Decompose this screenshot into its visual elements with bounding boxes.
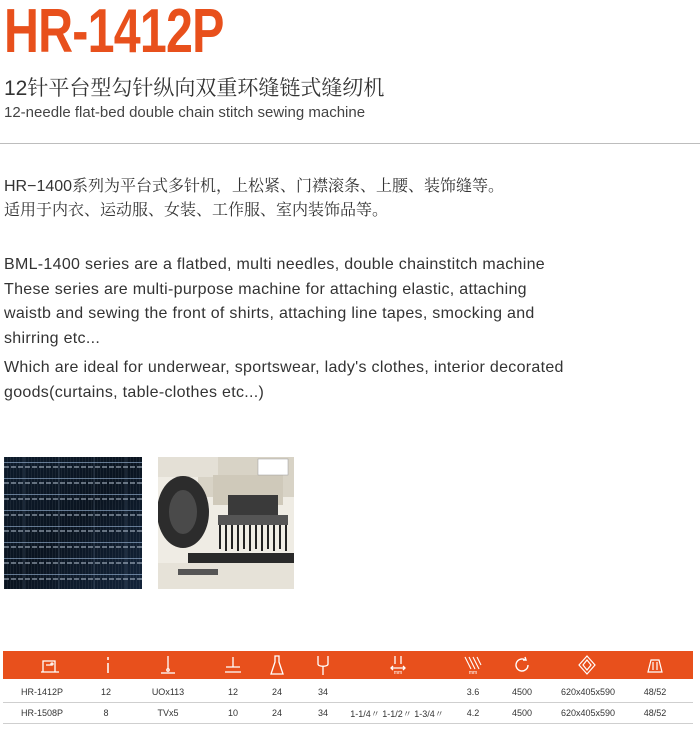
fabric-sample-image <box>4 457 142 589</box>
col4-cell: 10 <box>227 708 238 718</box>
gauge-cell: 1-1/4〃 1-1/2〃 1-3/4〃 <box>350 708 444 719</box>
description-en-line-2: These series are multi-purpose machine for attaching elastic, attaching <box>4 281 527 298</box>
description-en-line-4: shirring etc... <box>4 330 101 347</box>
col5-cell: 24 <box>271 687 282 697</box>
needles-cell: 12 <box>100 687 111 697</box>
dimensions-cell: 620x405x590 <box>560 687 616 697</box>
needles-cell: 8 <box>103 708 109 718</box>
stitch-length-cell: 3.6 <box>466 687 480 697</box>
speed-cell: 4500 <box>511 687 533 697</box>
model-cell: HR-1508P <box>20 708 64 718</box>
description-en-line-5: Which are ideal for underwear, sportswear, lady's clothes, interior decorated <box>4 359 564 376</box>
needle-gauge-icon <box>383 651 413 679</box>
table-row <box>3 703 693 723</box>
needle-type-icon <box>153 651 183 679</box>
page-title: HR-1412P <box>4 0 224 66</box>
speed-cell: 4500 <box>511 708 533 718</box>
stitch-count-icon <box>218 651 248 679</box>
model-cell: HR-1412P <box>20 687 64 697</box>
presser-foot-icon <box>264 651 290 679</box>
stitch-length-icon <box>458 651 488 679</box>
speed-icon <box>507 651 537 679</box>
description-en-line-6: goods(curtains, table-clothes etc...) <box>4 384 265 401</box>
needle-count-icon <box>96 651 120 679</box>
stitch-length-cell: 4.2 <box>466 708 480 718</box>
stitch-length-unit: mm <box>468 669 478 676</box>
description-cn-line-2: 适用于内衣、运动服、女装、工作服、室内装饰品等。 <box>4 202 389 219</box>
sewing-machine-icon <box>35 651 65 679</box>
subtitle-chinese: 12针平台型勾针纵向双重环缝链式缝纫机 <box>4 77 385 100</box>
spec-table-header <box>3 651 693 679</box>
description-en-line-3: waistb and sewing the front of shirts, attaching line tapes, smocking and <box>4 305 535 322</box>
divider <box>0 143 700 144</box>
fabric-stitch-pattern <box>4 457 142 589</box>
weight-cell: 48/52 <box>643 687 667 697</box>
description-en-line-1: BML-1400 series are a flatbed, multi needles, double chainstitch machine <box>4 256 546 273</box>
gauge-cell <box>341 682 453 702</box>
thread-icon <box>310 651 336 679</box>
weight-icon <box>640 651 670 679</box>
col6-cell: 34 <box>317 708 328 718</box>
machine-closeup-image <box>158 457 294 589</box>
dimensions-icon <box>572 651 602 679</box>
dimensions-cell: 620x405x590 <box>560 708 616 718</box>
col5-cell: 24 <box>271 708 282 718</box>
machine-illustration <box>158 457 294 589</box>
weight-cell: 48/52 <box>643 708 667 718</box>
needle-type-cell: TVx5 <box>157 708 179 718</box>
subtitle-english: 12-needle flat-bed double chain stitch sewing machine <box>4 104 366 121</box>
col6-cell: 34 <box>317 687 328 697</box>
needle-gauge-unit: mm <box>393 669 403 676</box>
description-cn-line-1: HR−1400系列为平台式多针机，上松紧、门襟滚条、上腰、装饰缝等。 <box>4 178 505 195</box>
col4-cell: 12 <box>227 687 238 697</box>
row-divider <box>3 723 693 724</box>
needle-type-cell: UOx113 <box>151 687 185 697</box>
table-row <box>3 682 693 702</box>
